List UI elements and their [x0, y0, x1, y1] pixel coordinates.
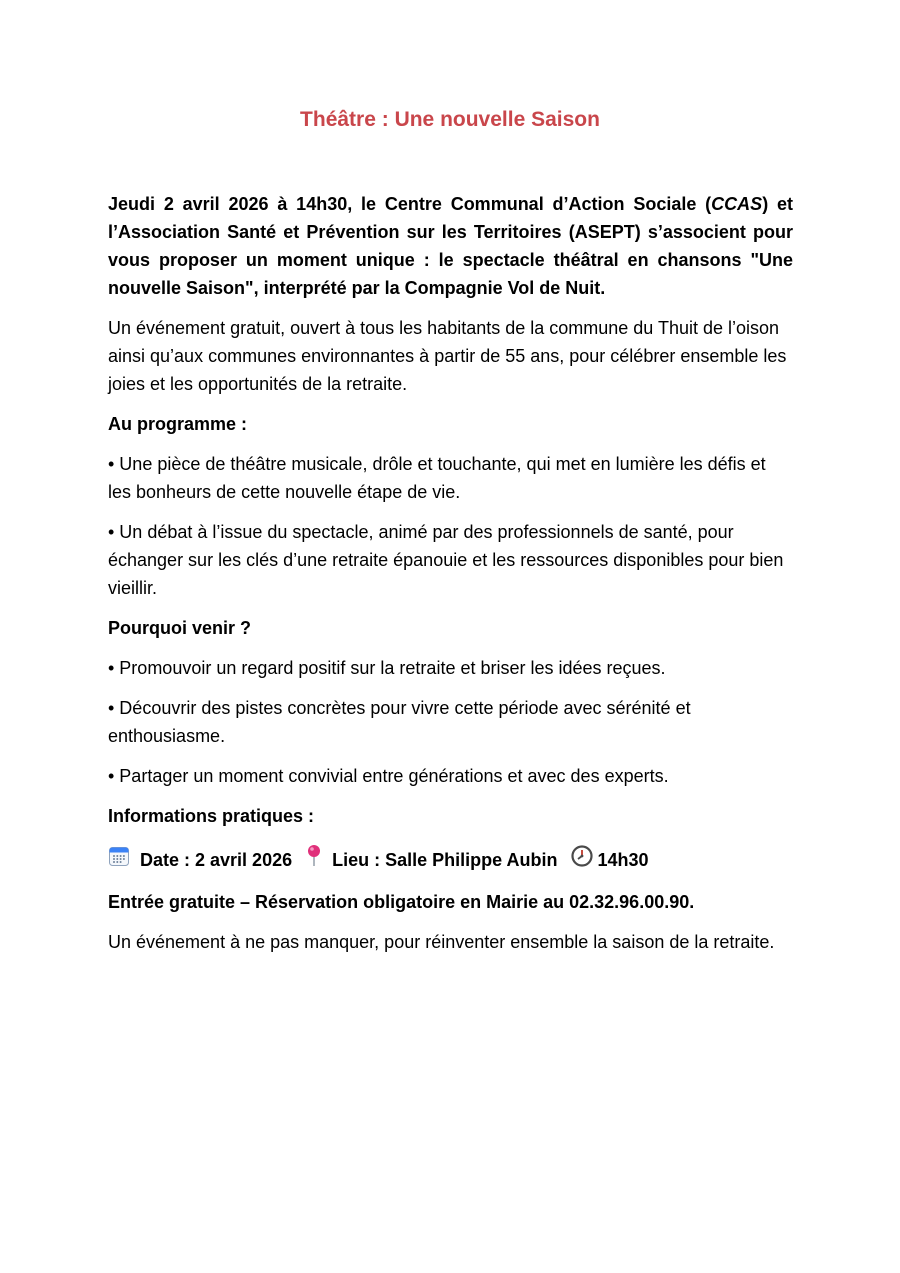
- description-paragraph: Un événement gratuit, ouvert à tous les habitants de la commune du Thuit de l’oison ainsi qu’aux communes environnantes à partir de 55 ans, pour célébrer ensemble les joies et les opportunités de la retraite.: [108, 318, 787, 394]
- document-body: [108, 190, 793, 968]
- event-place: Lieu : Salle Philippe Aubin: [332, 850, 558, 870]
- practical-info-line: [108, 844, 793, 876]
- why-item: • Découvrir des pistes concrètes pour vivre cette période avec sérénité et enthousiasme.: [108, 698, 691, 746]
- why-item: • Promouvoir un regard positif sur la retraite et briser les idées reçues.: [108, 658, 666, 678]
- why-heading: Pourquoi venir ?: [108, 618, 252, 638]
- why-item: • Partager un moment convivial entre générations et avec des experts.: [108, 766, 669, 786]
- programme-item: • Une pièce de théâtre musicale, drôle et touchante, qui met en lumière les défis et les bonheurs de cette nouvelle étape de vie.: [108, 454, 766, 502]
- clock-icon: [571, 845, 593, 875]
- calendar-icon: [108, 845, 130, 875]
- page-title: Théâtre : Une nouvelle Saison: [300, 108, 600, 131]
- closing-paragraph: Un événement à ne pas manquer, pour réinventer ensemble la saison de la retraite.: [108, 932, 775, 952]
- booking-info: Entrée gratuite – Réservation obligatoire en Mairie au 02.32.96.00.90.: [108, 892, 695, 912]
- pin-icon: [306, 844, 322, 876]
- intro-paragraph: [108, 190, 793, 302]
- practical-heading: Informations pratiques :: [108, 806, 315, 826]
- intro-text-1: Jeudi 2 avril 2026 à 14h30, le Centre Communal d’Action Sociale (: [108, 194, 712, 214]
- programme-item: • Un débat à l’issue du spectacle, animé par des professionnels de santé, pour échanger sur les clés d’une retraite épanouie et les ressources disponibles pour bien vieillir.: [108, 522, 784, 598]
- ccas-abbr: CCAS: [711, 194, 763, 214]
- programme-heading: Au programme :: [108, 414, 248, 434]
- intro-text-2: ) et l’Association Santé et Prévention sur les Territoires (ASEPT) s’associent pour vous proposer un moment unique : le spectacle théâtral en chansons "Une nouvelle Saison", interprété par la Compagnie Vol de Nuit.: [108, 194, 794, 298]
- event-time: 14h30: [597, 850, 649, 870]
- event-date: Date : 2 avril 2026: [140, 850, 293, 870]
